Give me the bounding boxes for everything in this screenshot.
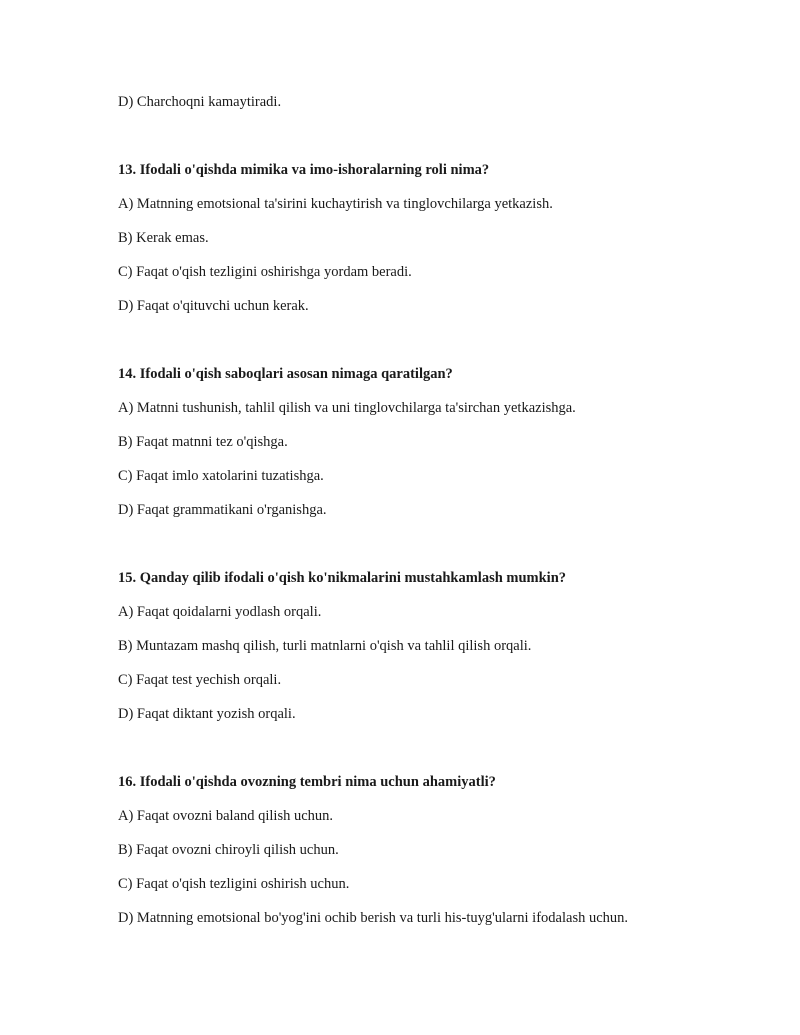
option-b: B) Faqat ovozni chiroyli qilish uchun. [118, 842, 339, 858]
option-a: A) Matnni tushunish, tahlil qilish va uni tinglovchilarga ta'sirchan yetkazishga. [118, 400, 576, 416]
option-c: C) Faqat test yechish orqali. [118, 672, 282, 688]
option-b: B) Faqat matnni tez o'qishga. [118, 434, 288, 450]
question-13 [118, 160, 738, 316]
option-d: D) Faqat o'qituvchi uchun kerak. [118, 298, 309, 314]
question-15 [118, 568, 738, 724]
question-title: 14. Ifodali o'qish saboqlari asosan nimaga qaratilgan? [118, 366, 453, 382]
option-a: A) Matnning emotsional ta'sirini kuchaytirish va tinglovchilarga yetkazish. [118, 196, 553, 212]
option-a: A) Faqat qoidalarni yodlash orqali. [118, 604, 322, 620]
option-d: D) Matnning emotsional bo'yog'ini ochib berish va turli his-tuyg'ularni ifodalash uchun. [118, 910, 629, 926]
option-d: D) Faqat diktant yozish orqali. [118, 706, 296, 722]
option-b: B) Kerak emas. [118, 230, 209, 246]
question-title: 13. Ifodali o'qishda mimika va imo-ishoralarning roli nima? [118, 162, 490, 178]
question-16 [118, 772, 738, 928]
option-a: A) Faqat ovozni baland qilish uchun. [118, 808, 334, 824]
question-title: 16. Ifodali o'qishda ovozning tembri nima uchun ahamiyatli? [118, 774, 496, 790]
option-c: C) Faqat o'qish tezligini oshirish uchun. [118, 876, 350, 892]
option-c: C) Faqat o'qish tezligini oshirishga yordam beradi. [118, 264, 412, 280]
option-b: B) Muntazam mashq qilish, turli matnlarni o'qish va tahlil qilish orqali. [118, 638, 532, 654]
question-title: 15. Qanday qilib ifodali o'qish ko'nikmalarini mustahkamlash mumkin? [118, 570, 567, 586]
option-c: C) Faqat imlo xatolarini tuzatishga. [118, 468, 324, 484]
question-14 [118, 364, 738, 520]
option-d: D) Faqat grammatikani o'rganishga. [118, 502, 327, 518]
option-12-d: D) Charchoqni kamaytiradi. [118, 94, 282, 110]
document-page [118, 92, 738, 928]
